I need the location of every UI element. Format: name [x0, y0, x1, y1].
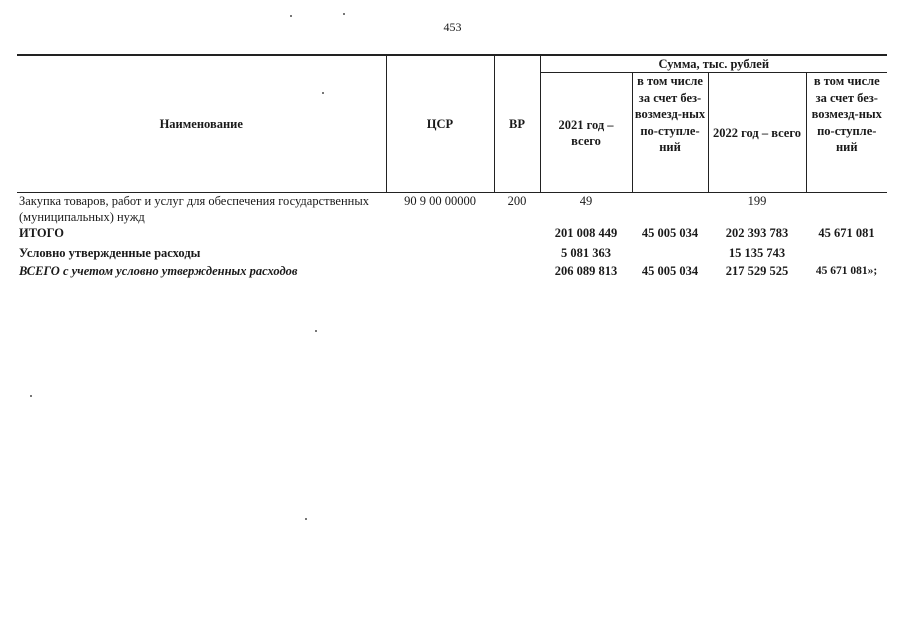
row-2021-free: [632, 193, 708, 226]
row-2021-free: 45 005 034: [641, 226, 699, 240]
row-2021-total: 49: [579, 194, 593, 208]
row-vr: [494, 225, 540, 245]
row-2021-total: 201 008 449: [554, 226, 618, 240]
header-2021-total: 2021 год – всего: [540, 73, 632, 193]
header-csr: ЦСР: [386, 55, 494, 193]
row-csr: [386, 263, 494, 281]
table-row: [17, 225, 887, 245]
row-2021-total: 5 081 363: [561, 246, 611, 260]
table-row: [17, 245, 887, 263]
row-2021-free: [632, 245, 708, 263]
row-2022-total: 202 393 783: [725, 226, 789, 240]
scan-speck: [343, 13, 345, 15]
header-name: Наименование: [17, 55, 386, 193]
header-2022-free: в том числе за счет без-возмезд-ных по-ступле-ний: [806, 73, 887, 193]
row-2022-free: [806, 245, 887, 263]
header-2022-total: 2022 год – всего: [708, 73, 806, 193]
scan-speck: [305, 518, 307, 520]
row-2022-free: 45 671 081: [818, 226, 875, 240]
table-row: [17, 193, 887, 226]
row-2021-free: 45 005 034: [641, 264, 699, 278]
scan-speck: [290, 15, 292, 17]
row-vr: [494, 263, 540, 281]
header-vr: ВР: [494, 55, 540, 193]
row-csr: 90 9 00 00000: [404, 194, 476, 208]
table-row: [17, 263, 887, 281]
header-sum-group: Сумма, тыс. рублей: [540, 55, 887, 73]
row-2022-total: 217 529 525: [725, 264, 789, 278]
row-vr: [494, 245, 540, 263]
row-vr: 200: [507, 194, 527, 208]
page-number: 453: [443, 20, 462, 34]
scan-speck: [30, 395, 32, 397]
row-csr: [386, 225, 494, 245]
scan-speck: [315, 330, 317, 332]
row-name: Закупка товаров, работ и услуг для обеспечения государственных (муниципальных) нужд: [19, 194, 370, 224]
row-2022-free: [806, 193, 887, 226]
budget-table: [17, 54, 887, 281]
scan-speck: [322, 92, 324, 94]
row-2022-total: 199: [747, 194, 767, 208]
header-2021-free: в том числе за счет без-возмезд-ных по-ступле-ний: [632, 73, 708, 193]
row-2022-total: 15 135 743: [728, 246, 786, 260]
row-csr: [386, 245, 494, 263]
row-2022-free: 45 671 081»;: [815, 265, 878, 277]
row-name: ВСЕГО с учетом условно утвержденных расходов: [19, 264, 298, 278]
row-name: ИТОГО: [19, 226, 64, 240]
row-2021-total: 206 089 813: [554, 264, 618, 278]
row-name: Условно утвержденные расходы: [19, 246, 201, 260]
